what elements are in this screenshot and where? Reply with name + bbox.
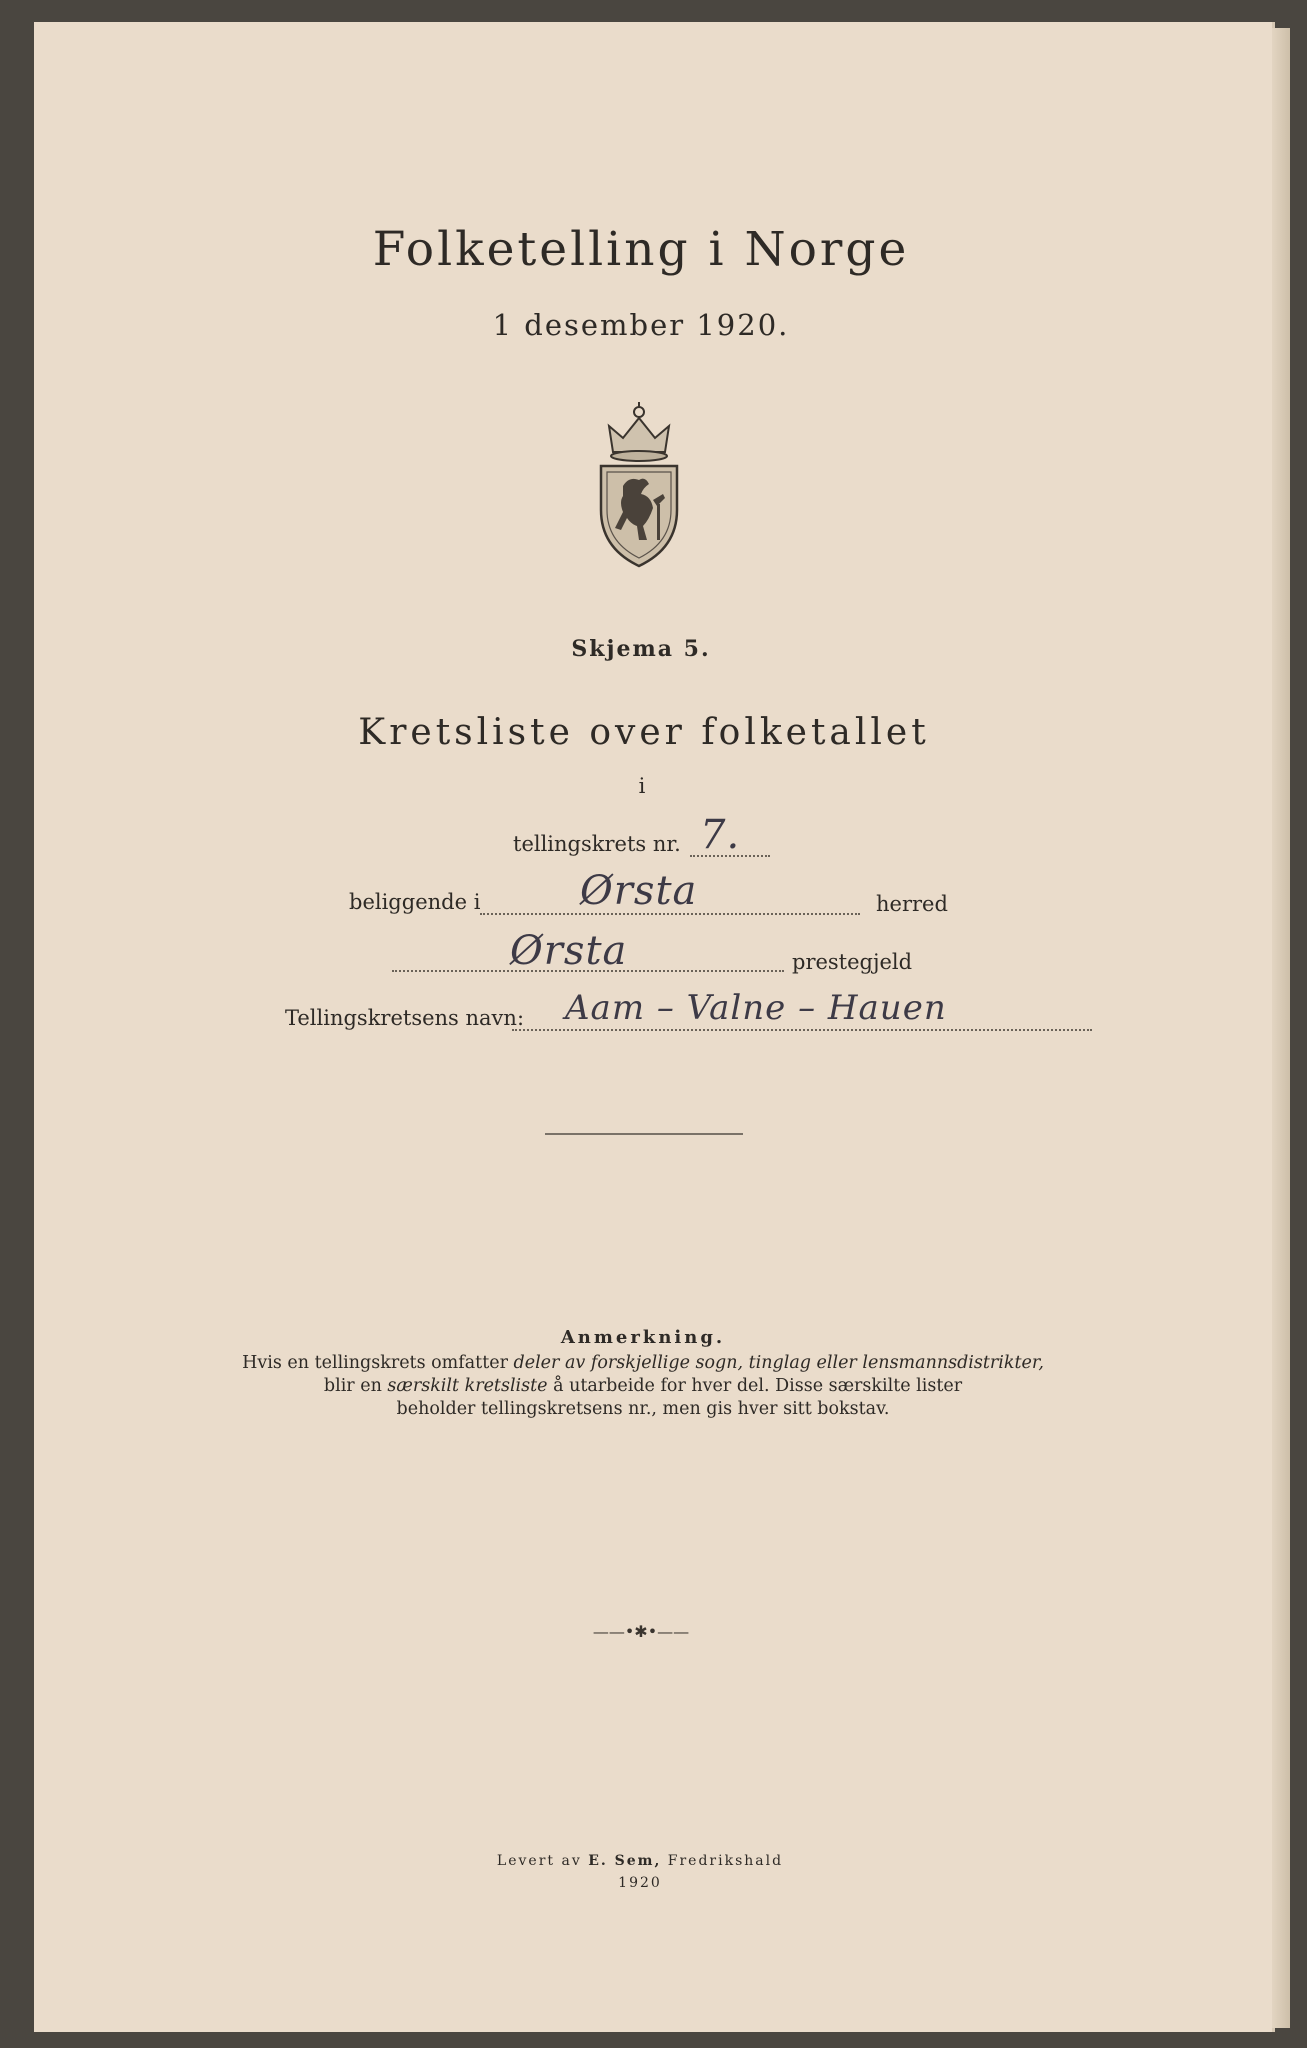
note-line-2-text-b: å utarbeide for hver del. Disse særskilte lister: [547, 1376, 963, 1396]
schema-number: Skjema 5.: [571, 636, 711, 662]
note-line-2-text-a: blir en: [323, 1376, 388, 1396]
prestegjeld-label: prestegjeld: [792, 950, 913, 974]
krets-number-handwritten: 7.: [700, 812, 741, 858]
krets-name-label: Tellingskretsens navn:: [285, 1006, 525, 1030]
census-date: 1 desember 1920.: [492, 308, 790, 342]
page-title: Folketelling i Norge: [372, 222, 910, 277]
printer-text-b: Fredrikshald: [661, 1853, 784, 1869]
beliggende-label: beliggende i: [349, 890, 481, 914]
herred-label: herred: [876, 892, 948, 916]
page-edge: [1272, 28, 1290, 2028]
connector-word: i: [638, 774, 646, 798]
form-heading: Kretsliste over folketallet: [358, 712, 930, 753]
note-line-1: [242, 1352, 1044, 1374]
printer-text-a: Levert av: [496, 1853, 589, 1869]
separator-rule: [545, 1133, 743, 1135]
note-line-1-italic: deler av forskjellige sogn, tinglag eller lensmannsdistrikter,: [513, 1353, 1044, 1373]
printer-line: [497, 1853, 783, 1869]
krets-name-dotted-line: [512, 1029, 1092, 1031]
coat-of-arms-icon: [593, 400, 685, 574]
herred-name-handwritten: Ørsta: [580, 868, 698, 914]
ornament-divider: ——•✱•——: [592, 1622, 690, 1641]
printer-name: E. Sem,: [588, 1853, 662, 1869]
note-line-3: beholder tellingskretsens nr., men gis hver sitt bokstav.: [396, 1399, 890, 1419]
note-line-2-italic: særskilt kretsliste: [387, 1376, 548, 1396]
note-line-2: [324, 1375, 962, 1397]
note-heading: Anmerkning.: [560, 1327, 726, 1348]
krets-label: tellingskrets nr.: [513, 832, 681, 856]
note-line-1-text: Hvis en tellingskrets omfatter: [242, 1353, 514, 1373]
krets-name-handwritten: Aam – Valne – Hauen: [565, 988, 947, 1028]
prestegjeld-name-handwritten: Ørsta: [510, 928, 628, 974]
printer-year: 1920: [618, 1875, 662, 1891]
